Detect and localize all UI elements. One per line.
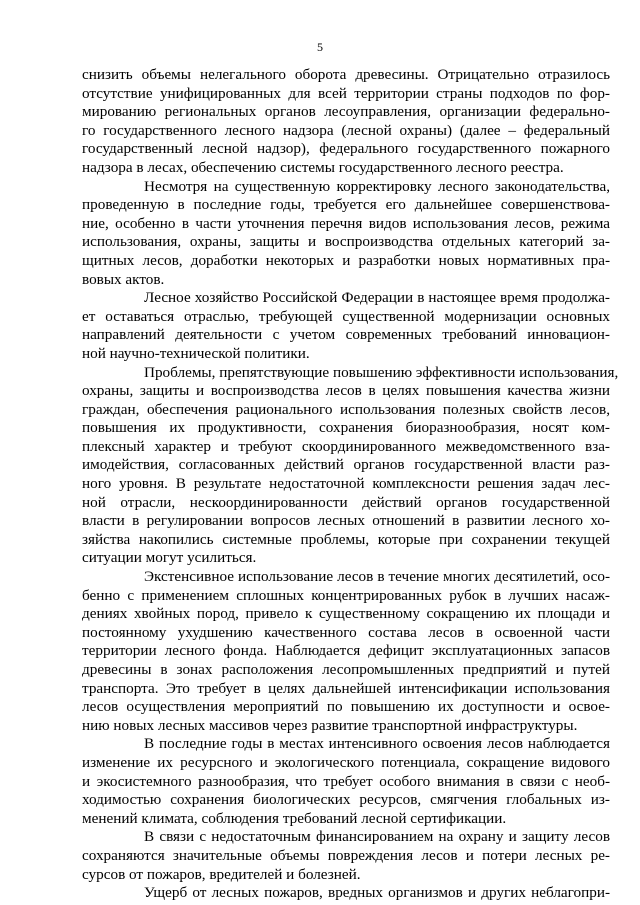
paragraph (82, 289, 610, 363)
paragraph (82, 568, 610, 735)
text-line: надзора в лесах, обеспечению системы государственного лесного реестра. (82, 158, 564, 176)
text-line: ной отрасли, нескоординированности действий органов государственной (82, 493, 610, 511)
text-line: лесов осуществления мероприятий по повышению их доступности и освое- (82, 698, 610, 716)
paragraph (82, 828, 610, 884)
text-line: дениях хвойных пород, привело к существенному сокращению их площади и (82, 605, 610, 623)
text-line: плексный характер и требуют скоординированного межведомственного вза- (82, 437, 610, 455)
text-line: отсутствие унифицированных для всей территории страны подходов по фор- (82, 84, 610, 102)
text-line: ной научно-технической политики. (82, 344, 310, 362)
page-number: 5 (317, 40, 323, 54)
paragraph (82, 363, 619, 569)
text-line: В связи с недостаточным финансированием на охрану и защиту лесов (144, 828, 610, 846)
text-line: снизить объемы нелегального оборота древесины. Отрицательно отразилось (82, 66, 610, 83)
text-line: сурсов от пожаров, вредителей и болезней. (82, 865, 361, 883)
text-line: бенно с применением сплошных концентрированных рубок в лучших насаж- (82, 586, 610, 604)
text-line: направлений деятельности с учетом современных требований инновацион- (82, 326, 610, 344)
text-line: го государственного лесного надзора (лесной охраны) (далее – федеральный (82, 121, 610, 139)
paragraph (82, 66, 610, 178)
text-line: ходимостью сохранения биологических ресурсов, смягчения глобальных из- (82, 791, 610, 809)
text-line: менений климата, соблюдения требований лесной сертификации. (82, 809, 507, 827)
text-line: охраны, защиты и воспроизводства лесов в целях повышения качества жизни (82, 382, 610, 400)
text-line: щитных лесов, доработки некоторых и разработки новых нормативных пра- (82, 251, 610, 269)
paragraph (82, 178, 610, 290)
text-line: древесины в зонах расположения лесопромышленных предприятий и путей (82, 661, 610, 678)
paragraph (82, 884, 610, 903)
text-line: и экосистемного разнообразия, что требует особого внимания в связи с необ- (82, 772, 610, 790)
text-line: территории лесного фонда. Наблюдается дефицит эксплуатационных запасов (82, 642, 610, 660)
text-line: Лесное хозяйство Российской Федерации в настоящее время продолжа- (144, 289, 610, 307)
text-line: вовых актов. (82, 270, 165, 288)
text-line: постоянному ухудшению качественного состава лесов в освоенной части (82, 623, 610, 641)
text-line: изменение их ресурсного и экологического потенциала, сокращение видового (82, 753, 610, 771)
text-line: Проблемы, препятствующие повышению эффективности использования, (144, 363, 619, 381)
text-line: мированию региональных органов лесоуправления, организации федерально- (82, 103, 610, 121)
text-line: повышения их продуктивности, сохранения биоразнообразия, носят ком- (82, 419, 610, 437)
text-line: зяйства накопились системные проблемы, которые при сохранении текущей (82, 530, 610, 548)
text-line: ет оставаться отраслью, требующей существенной модернизации основных (82, 307, 610, 325)
text-line: власти в регулировании вопросов лесных отношений в развитии лесного хо- (82, 512, 610, 530)
text-line: ситуации могут усилиться. (82, 549, 257, 567)
text-line: использования, охраны, защиты и воспроизводства отдельных категорий за- (82, 233, 610, 251)
text-line: сохраняются значительные объемы повреждения лесов и потери лесных ре- (82, 846, 610, 864)
text-line: имодействия, согласованных действий органов государственной власти раз- (82, 456, 610, 474)
text-line: Ущерб от лесных пожаров, вредных организмов и других неблагопри- (144, 884, 610, 902)
text-line: ного уровня. В результате недостаточной комплексности решения задач лес- (82, 475, 610, 493)
text-line: Экстенсивное использование лесов в течение многих десятилетий, осо- (144, 568, 610, 586)
text-line: ние, особенно в части уточнения перечня видов использования лесов, режима (82, 214, 610, 232)
text-line: транспорта. Это требует в целях дальнейшей интенсификации использования (82, 679, 610, 697)
paragraph (82, 735, 610, 828)
text-line: В последние годы в местах интенсивного освоения лесов наблюдается (144, 735, 610, 753)
text-line: государственный лесной надзор), федерального государственного пожарного (82, 140, 610, 158)
text-line: Несмотря на существенную корректировку лесного законодательства, (144, 177, 610, 195)
text-line: нию новых лесных массивов через развитие транспортной инфраструктуры. (82, 716, 578, 734)
text-line: граждан, обеспечения рационального использования полезных свойств лесов, (82, 400, 610, 418)
text-line: проведенную в последние годы, требуется его дальнейшее совершенствова- (82, 196, 610, 214)
body-text (82, 66, 619, 903)
